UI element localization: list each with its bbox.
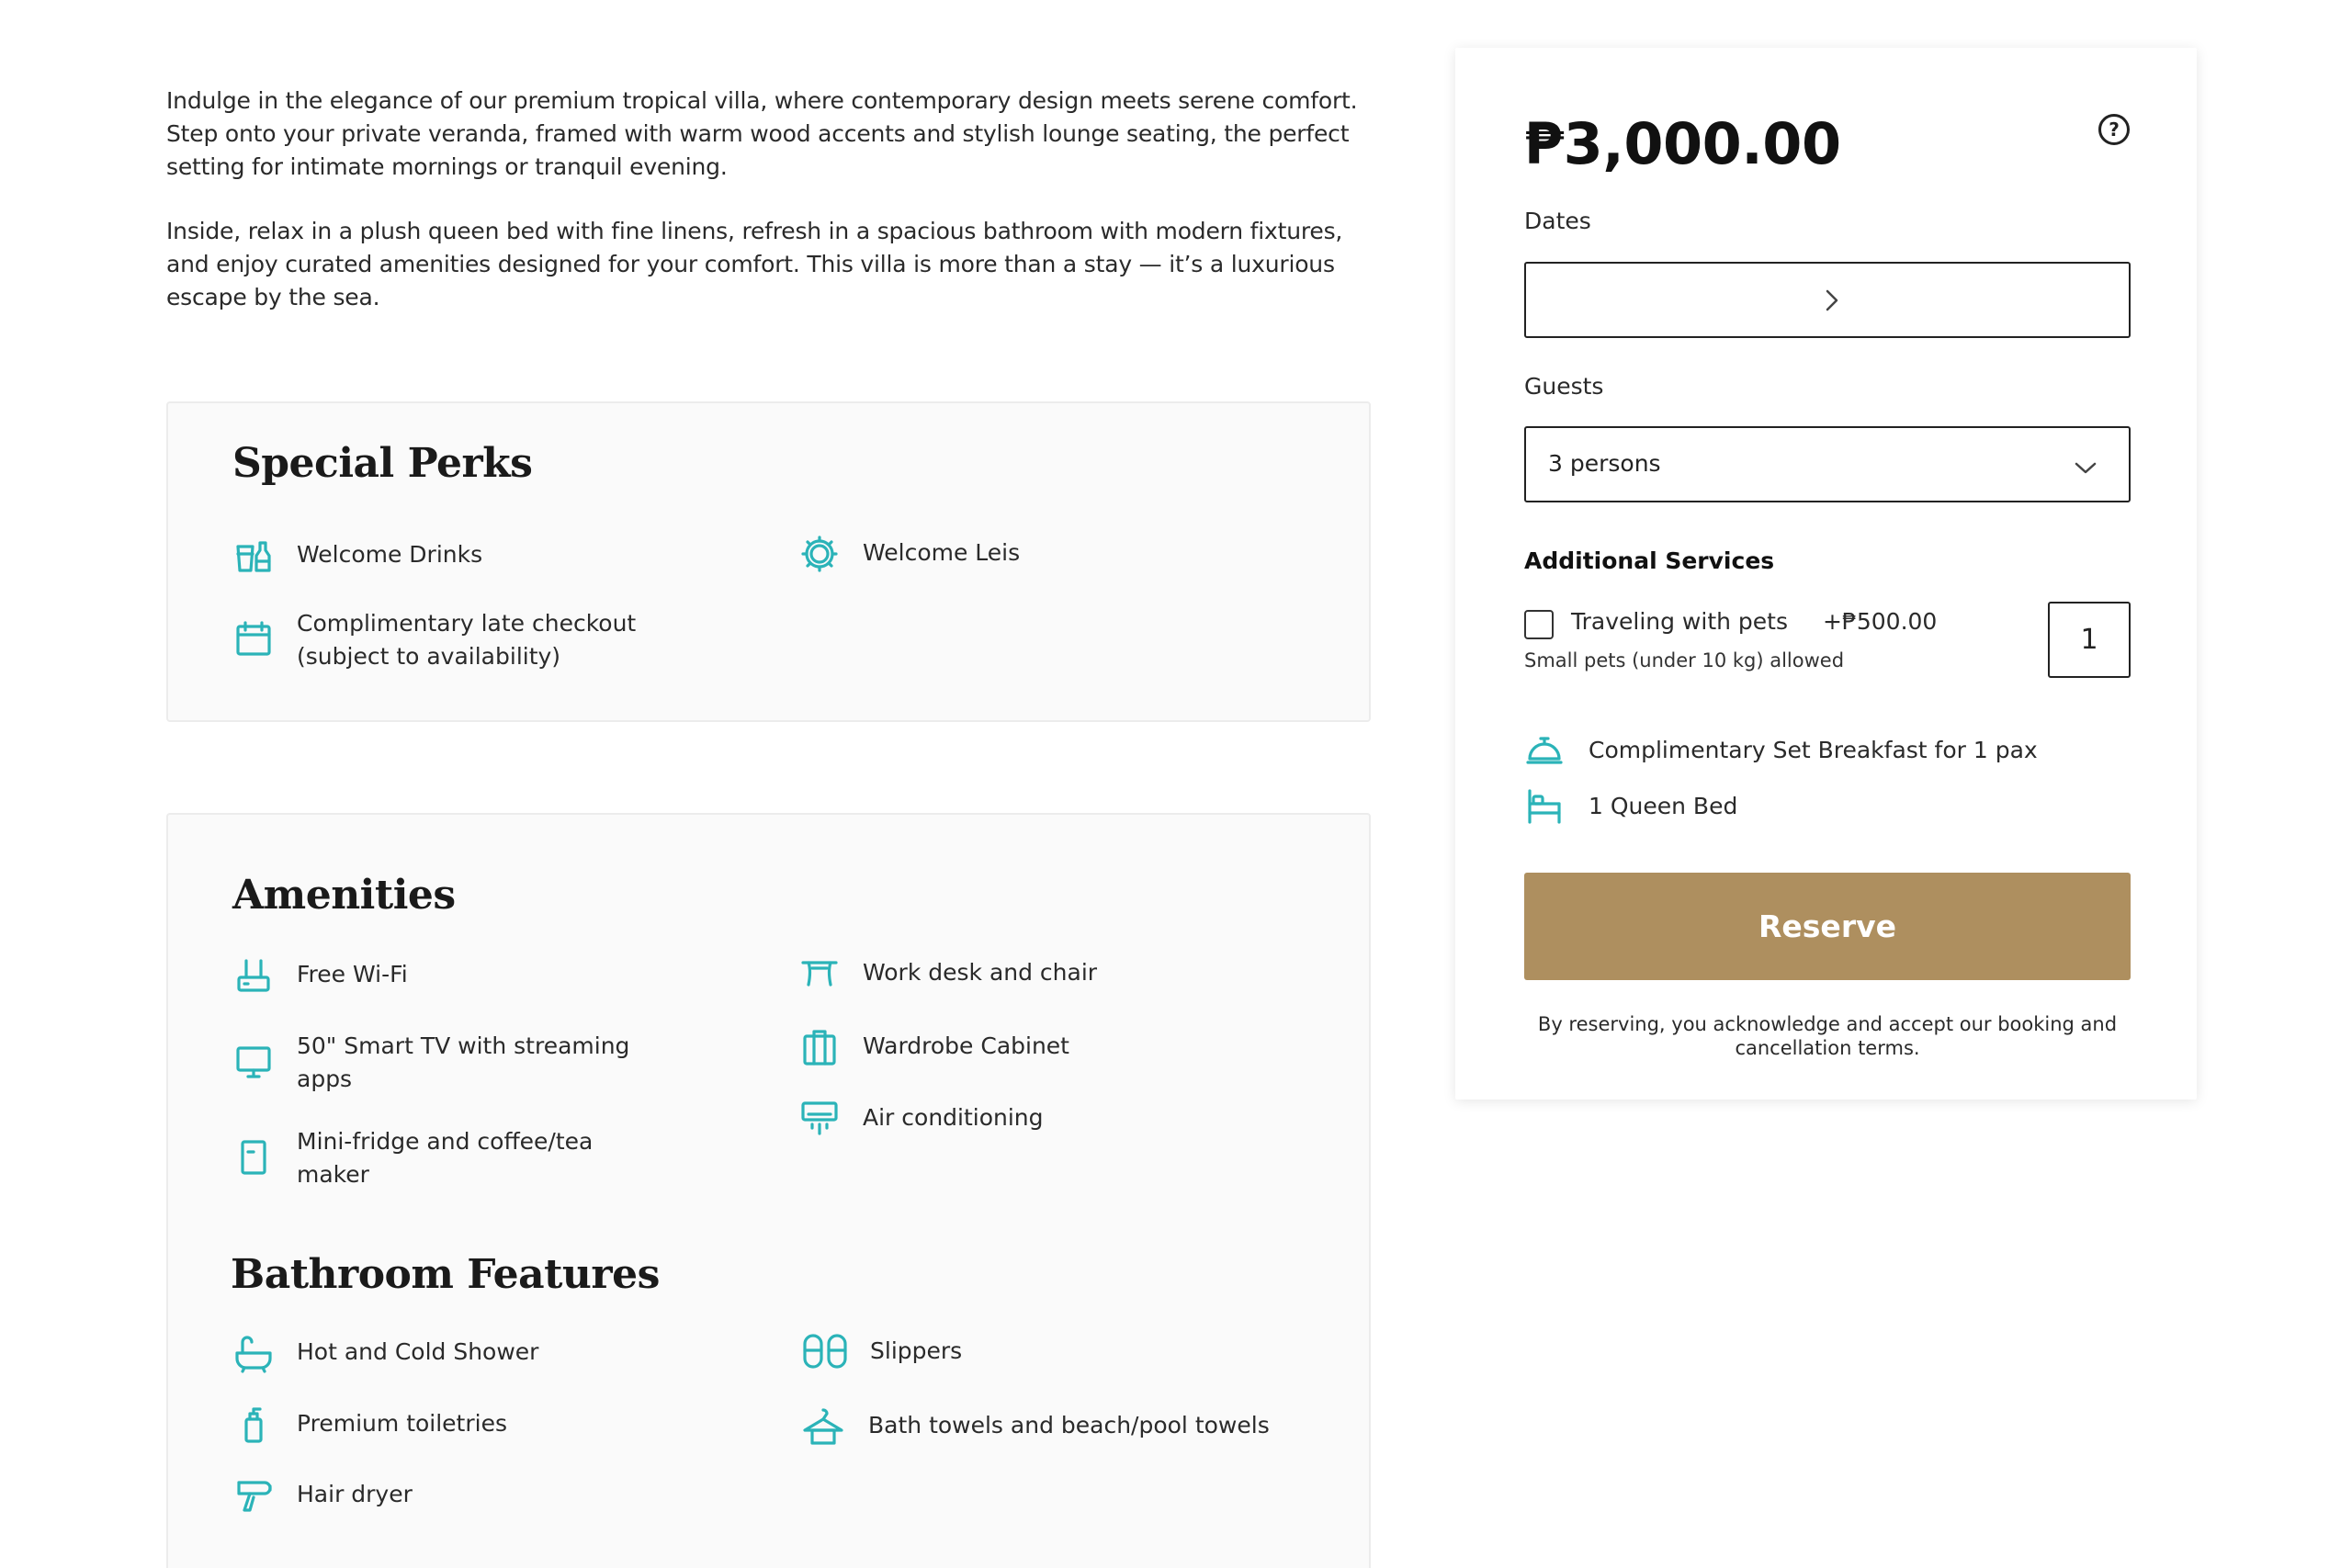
pets-note: Small pets (under 10 kg) allowed — [1524, 649, 1845, 671]
pets-price: +₱500.00 — [1823, 608, 1938, 635]
reserve-button[interactable]: Reserve — [1524, 873, 2131, 980]
slippers-icon — [798, 1331, 852, 1373]
fridge-icon — [232, 1136, 275, 1179]
bathroom-item — [232, 1332, 664, 1374]
special-perks-title: Special Perks — [232, 440, 533, 487]
hair-dryer-icon — [232, 1474, 275, 1517]
amenity-label: Air conditioning — [863, 1104, 1044, 1131]
perk-label: Complimentary late checkout (subject to availability) — [297, 610, 637, 670]
special-perks-card — [166, 401, 1371, 722]
amenities-title: Amenities — [232, 872, 456, 919]
air-conditioner-icon — [798, 1098, 841, 1140]
amenity-item — [232, 1026, 664, 1096]
calendar-icon — [232, 618, 275, 660]
included-item — [1524, 785, 1737, 826]
bathroom-item — [798, 1405, 1346, 1448]
amenity-item — [798, 1026, 1230, 1068]
amenity-label: Wardrobe Cabinet — [863, 1032, 1069, 1059]
included-item — [1524, 729, 2038, 770]
bed-icon — [1524, 785, 1565, 826]
pets-label: Traveling with pets — [1571, 608, 1788, 635]
lei-icon — [798, 533, 841, 575]
dates-field[interactable] — [1524, 262, 2131, 338]
bathroom-label: Slippers — [870, 1337, 963, 1364]
chevron-down-icon — [2070, 452, 2101, 483]
included-label: Complimentary Set Breakfast for 1 pax — [1589, 736, 2038, 763]
description-paragraph-1: Indulge in the elegance of our premium tropical villa, where contemporary design meets serene comfort. Step onto your private veranda, framed with warm wood accents and stylish lounge seating, the perfect setting for intimate mornings or tranquil evening. — [166, 87, 1358, 180]
perk-item — [232, 604, 683, 673]
booking-panel — [1455, 48, 2197, 1100]
guests-select[interactable] — [1524, 426, 2131, 502]
bathtub-icon — [232, 1332, 275, 1374]
additional-services-title: Additional Services — [1524, 547, 1775, 574]
bathroom-label: Hot and Cold Shower — [297, 1338, 539, 1365]
pets-quantity-input[interactable]: 1 — [2048, 602, 2131, 678]
wardrobe-icon — [798, 1026, 841, 1068]
chevron-right-icon — [1815, 285, 1847, 316]
help-icon[interactable]: ? — [2098, 114, 2130, 145]
amenities-card — [166, 813, 1371, 1568]
toiletries-icon — [232, 1404, 275, 1446]
pets-checkbox[interactable] — [1524, 610, 1554, 639]
cloche-icon — [1524, 729, 1565, 770]
guests-value: 3 persons — [1548, 450, 1661, 477]
bathroom-label: Premium toiletries — [297, 1410, 507, 1437]
towel-hanger-icon — [798, 1405, 848, 1448]
drinks-icon — [232, 535, 275, 577]
bathroom-item — [232, 1474, 664, 1517]
amenity-item — [798, 953, 1230, 995]
dates-label: Dates — [1524, 208, 1591, 234]
perk-item — [232, 535, 664, 577]
amenity-item — [232, 1122, 664, 1191]
tv-icon — [232, 1041, 275, 1083]
bathroom-label: Hair dryer — [297, 1481, 413, 1507]
bathroom-item — [798, 1331, 1238, 1373]
amenity-label: Free Wi-Fi — [297, 961, 408, 987]
wifi-router-icon — [232, 954, 275, 997]
description-paragraph-2: Inside, relax in a plush queen bed with fine linens, refresh in a spacious bathroom with modern fixtures, and enjoy curated amenities designed for your comfort. This villa is more than a stay — it’s a luxurious escape by the sea. — [166, 218, 1343, 310]
price: ₱3,000.00 — [1524, 110, 1841, 177]
amenity-item — [798, 1098, 1230, 1140]
villa-description — [166, 85, 1379, 345]
terms-text: By reserving, you acknowledge and accept our booking and cancellation terms. — [1537, 1013, 2118, 1059]
bathroom-item — [232, 1404, 664, 1446]
amenity-item — [232, 954, 664, 997]
amenity-label: 50" Smart TV with streaming apps — [297, 1032, 630, 1092]
perk-item — [798, 533, 1230, 575]
amenity-label: Work desk and chair — [863, 959, 1098, 986]
amenity-label: Mini-fridge and coffee/tea maker — [297, 1128, 594, 1188]
guests-label: Guests — [1524, 373, 1604, 400]
perk-label: Welcome Drinks — [297, 541, 483, 568]
bathroom-label: Bath towels and beach/pool towels — [868, 1412, 1270, 1438]
perk-label: Welcome Leis — [863, 539, 1021, 566]
bathroom-features-title: Bathroom Features — [231, 1251, 660, 1298]
desk-icon — [798, 953, 841, 995]
included-label: 1 Queen Bed — [1589, 792, 1738, 819]
